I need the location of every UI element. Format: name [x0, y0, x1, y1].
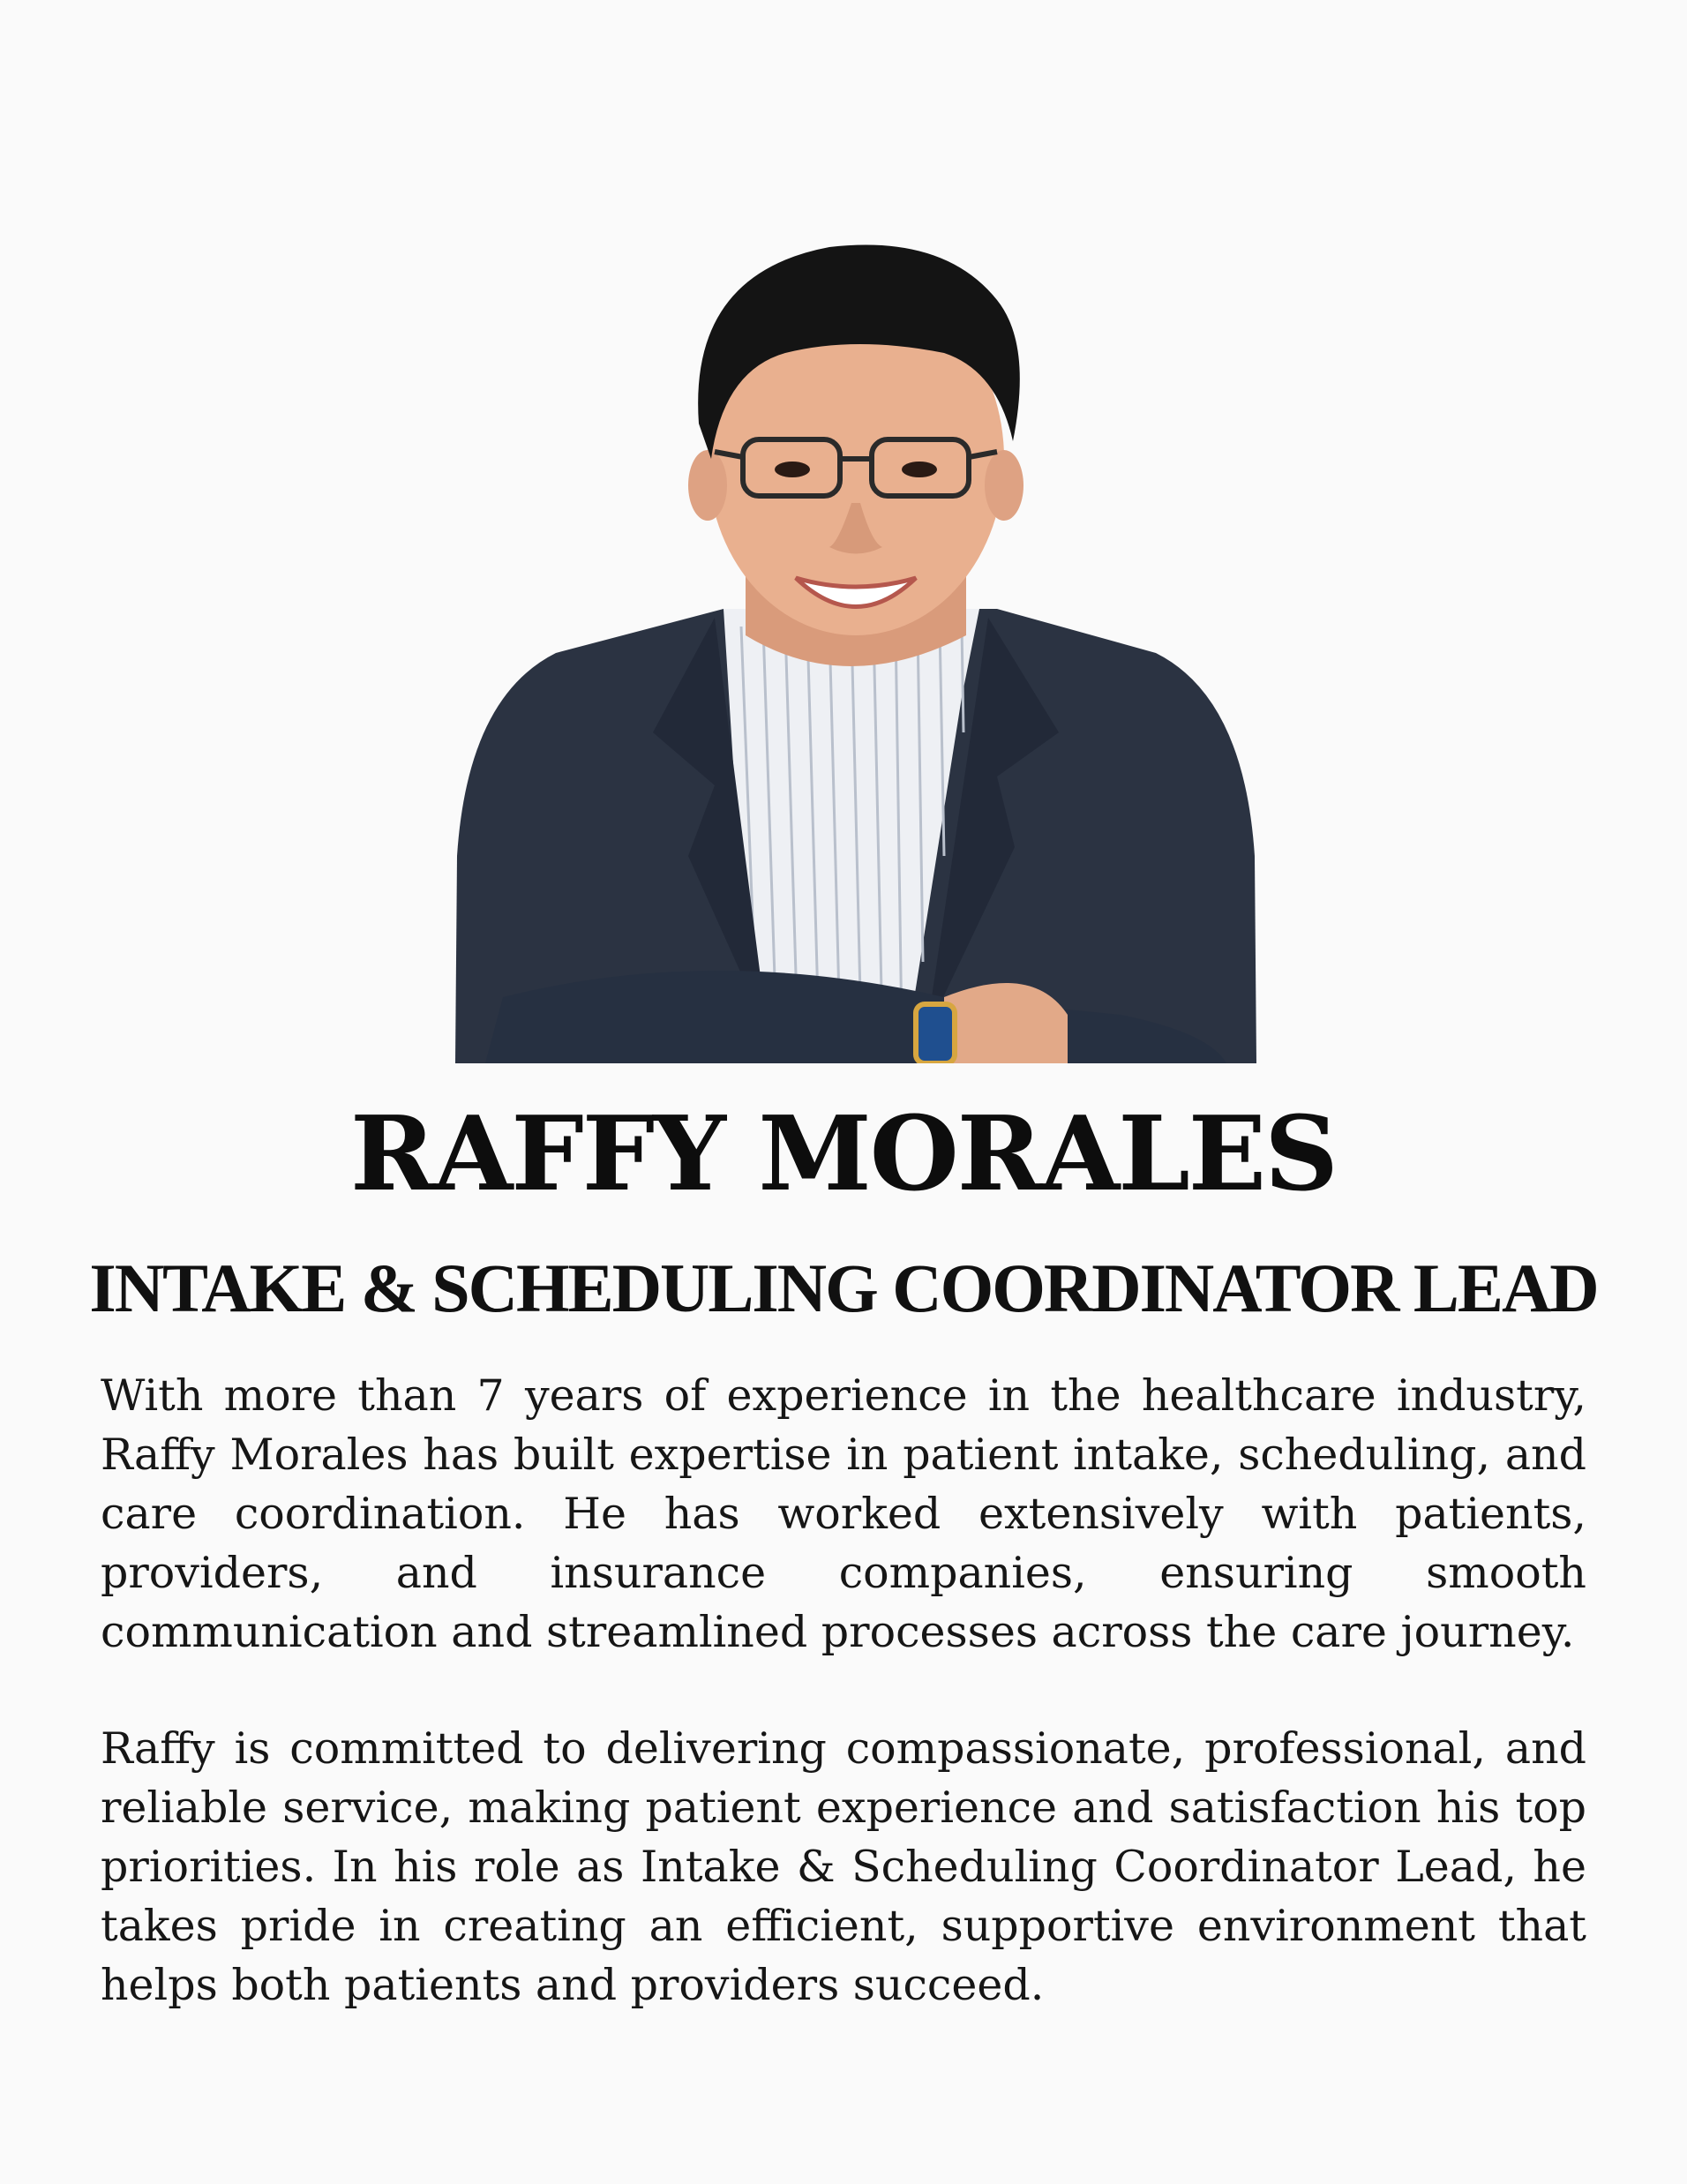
person-name: RAFFY MORALES [350, 1094, 1337, 1214]
portrait-photo [450, 238, 1262, 1063]
bio-paragraph: With more than 7 years of experience in the healthcare industry, Raffy Morales has built expertise in patient intake, scheduling, and care coordination. He has worked extensively with patients, providers, and insurance companies, ensuring smooth communication and streamlined processes across the care journey. [101, 1370, 1586, 1657]
portrait-watch [916, 1004, 955, 1063]
job-title: INTAKE & SCHEDULING COORDINATOR LEAD [89, 1250, 1598, 1326]
bio-paragraph: Raffy is committed to delivering compassionate, professional, and reliable service, making patient experience and satisfaction his top priorities. In his role as Intake & Scheduling Coordinator Lead, he takes pride in creating an efficient, supportive environment that helps both patients and providers succeed. [101, 1723, 1586, 2010]
